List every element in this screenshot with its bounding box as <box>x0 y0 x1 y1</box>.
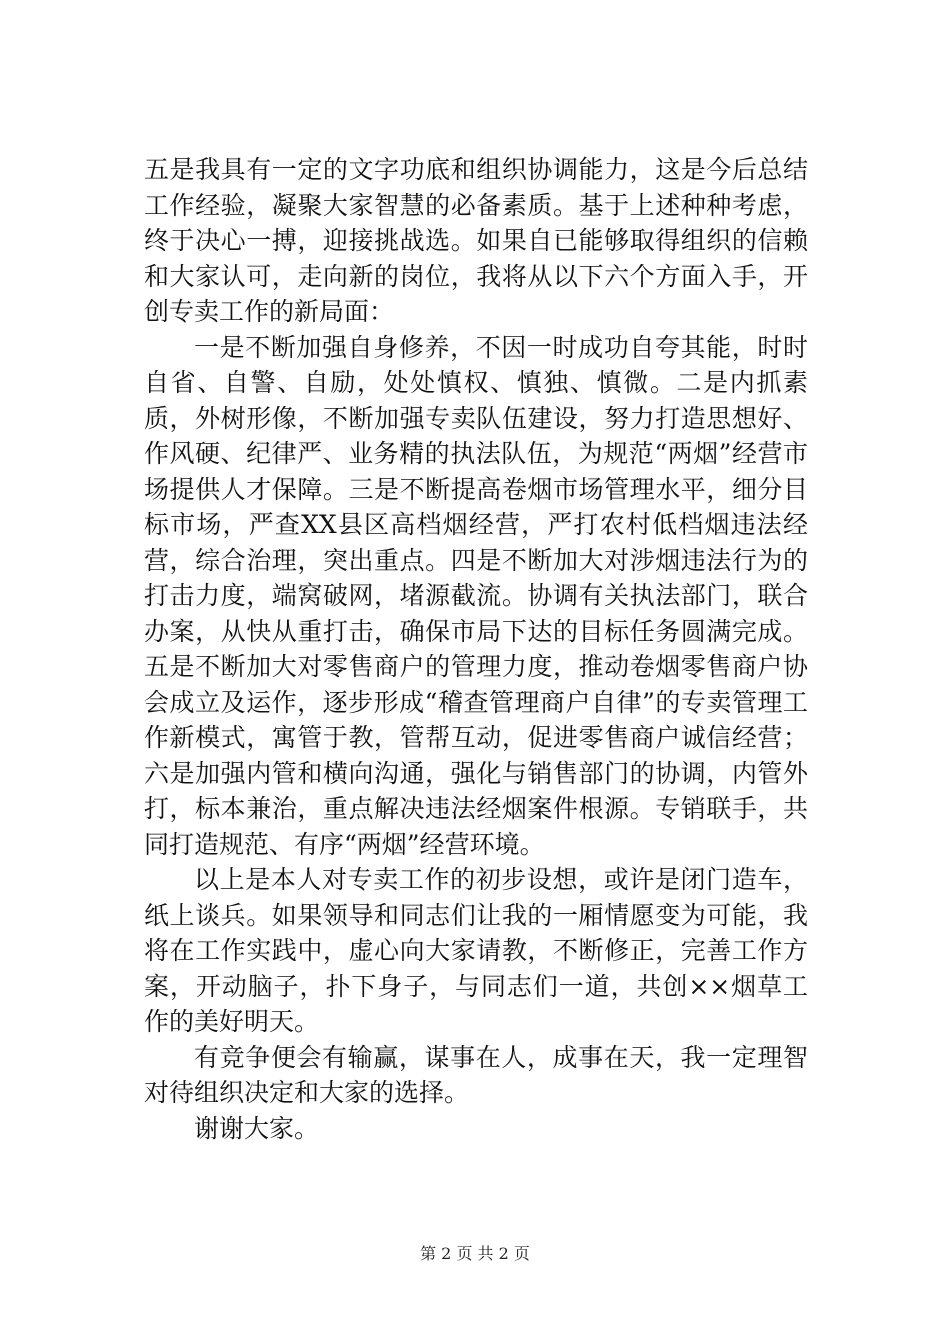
paragraph-4: 有竞争便会有输赢，谋事在人，成事在天，我一定理智对待组织决定和大家的选择。 <box>144 1042 808 1107</box>
paragraph-2: 一是不断加强自身修养，不因一时成功自夸其能，时时自省、自警、自励，处处慎权、慎独、慎微。二是内抓素质，外树形像，不断加强专卖队伍建设，努力打造思想好、作风硬、纪律严、业务精的执法队伍，为规范“两烟”经营市场提供人才保障。三是不断提高卷烟市场管理水平，细分目标市场，严查XX县区高档烟经营，严打农村低档烟违法经营，综合治理，突出重点。四是不断加大对涉烟违法行为的打击力度，端窝破网，堵源截流。协调有关执法部门，联合办案，从快从重打击，确保市局下达的目标任务圆满完成。五是不断加大对零售商户的管理力度，推动卷烟零售商户协会成立及运作，逐步形成“稽查管理商户自律”的专卖管理工作新模式，寓管于教，管帮互动，促进零售商户诚信经营；六是加强内管和横向沟通，强化与销售部门的协调，内管外打，标本兼治，重点解决违法经烟案件根源。专销联手，共同打造规范、有序“两烟”经营环境。 <box>144 332 808 859</box>
paragraph-3: 以上是本人对专卖工作的初步设想，或许是闭门造车，纸上谈兵。如果领导和同志们让我的一厢情愿变为可能，我将在工作实践中，虚心向大家请教，不断修正，完善工作方案，开动脑子，扑下身子，与同志们一道，共创××烟草工作的美好明天。 <box>144 865 808 1036</box>
document-body <box>144 152 808 1146</box>
paragraph-1: 五是我具有一定的文字功底和组织协调能力，这是今后总结工作经验，凝聚大家智慧的必备素质。基于上述种种考虑，终于决心一搏，迎接挑战选。如果自已能够取得组织的信赖和大家认可，走向新的岗位，我将从以下六个方面入手，开创专卖工作的新局面： <box>144 155 808 326</box>
paragraph-5: 谢谢大家。 <box>194 1113 320 1143</box>
page-footer: 第 2 页 共 2 页 <box>420 1244 530 1263</box>
